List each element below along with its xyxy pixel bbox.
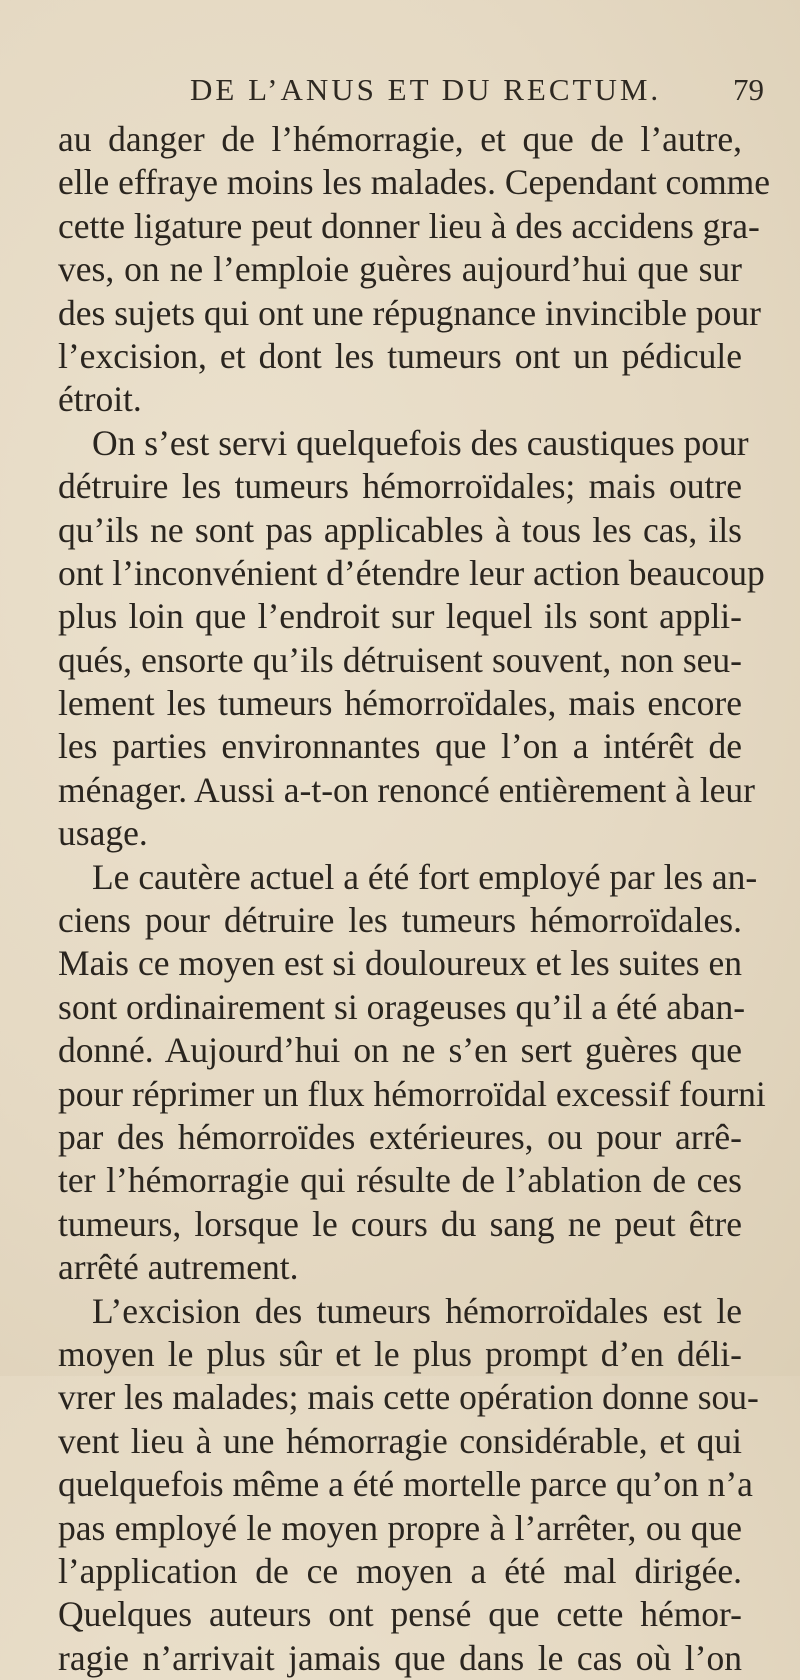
text-line: arrêté autrement. [58, 1247, 299, 1288]
text-line: vrer les malades; mais cette opération donne sou- [58, 1377, 759, 1418]
paragraph-start: Le cautère actuel a été fort employé par les an- [92, 856, 758, 897]
text-line: ragie n’arrivait jamais que dans le cas où l’on [58, 1637, 742, 1678]
text-line: cette ligature peut donner lieu à des accidens gra- [58, 205, 760, 246]
text-line: donné. Aujourd’hui on ne s’en sert guères que [58, 1030, 742, 1071]
running-head: DE L’ANUS ET DU RECTUM. [190, 72, 662, 107]
text-line: lement les tumeurs hémorroïdales, mais encore [58, 683, 742, 724]
text-line: au danger de l’hémorragie, et que de l’autre, [58, 119, 742, 159]
text-line: l’application de ce moyen a été mal dirigée. [58, 1550, 742, 1591]
text-line: ves, on ne l’emploie guères aujourd’hui que sur [58, 249, 742, 290]
text-line: pour réprimer un flux hémorroïdal excessif fourni [58, 1073, 766, 1114]
paragraph-start: On s’est servi quelquefois des caustiques pour [92, 422, 749, 463]
page-header [190, 72, 770, 112]
text-line: les parties environnantes que l’on a intérêt de [58, 726, 742, 767]
text-line: par des hémorroïdes extérieures, ou pour arrê- [58, 1116, 742, 1157]
text-line: elle effraye moins les malades. Cependant comme [58, 162, 771, 203]
text-line: usage. [58, 813, 148, 854]
text-line: Mais ce moyen est si douloureux et les suites en [58, 943, 742, 984]
page-number: 79 [733, 72, 764, 107]
paragraph-start: L’excision des tumeurs hémorroïdales est le [92, 1290, 742, 1331]
text-line: ont l’inconvénient d’étendre leur action beaucoup [58, 552, 765, 593]
text-line: Quelques auteurs ont pensé que cette hémor- [58, 1594, 742, 1635]
text-line: plus loin que l’endroit sur lequel ils sont appli- [58, 596, 742, 637]
text-line: vent lieu à une hémorragie considérable, et qui [58, 1420, 742, 1461]
text-line: ciens pour détruire les tumeurs hémorroïdales. [58, 900, 742, 941]
text-line: étroit. [58, 379, 142, 420]
text-line: qu’ils ne sont pas applicables à tous les cas, ils [58, 509, 742, 550]
text-line: l’excision, et dont les tumeurs ont un pédicule [58, 335, 742, 376]
text-line: tumeurs, lorsque le cours du sang ne peut être [58, 1203, 742, 1244]
text-line: ménager. Aussi a-t-on renoncé entièrement à leur [58, 769, 755, 810]
text-line: ter l’hémorragie qui résulte de l’ablation de ces [58, 1160, 742, 1201]
body-text [58, 118, 771, 1680]
text-line: des sujets qui ont une répugnance invincible pour [58, 292, 761, 333]
text-line: moyen le plus sûr et le plus prompt d’en déli- [58, 1333, 742, 1374]
text-line: pas employé le moyen propre à l’arrêter, ou que [58, 1507, 742, 1548]
text-line: détruire les tumeurs hémorroïdales; mais outre [58, 466, 742, 507]
text-line: sont ordinairement si orageuses qu’il a été aban- [58, 986, 746, 1027]
text-line: quelquefois même a été mortelle parce qu’on n’a [58, 1464, 753, 1505]
text-line: qués, ensorte qu’ils détruisent souvent, non seu- [58, 639, 742, 680]
